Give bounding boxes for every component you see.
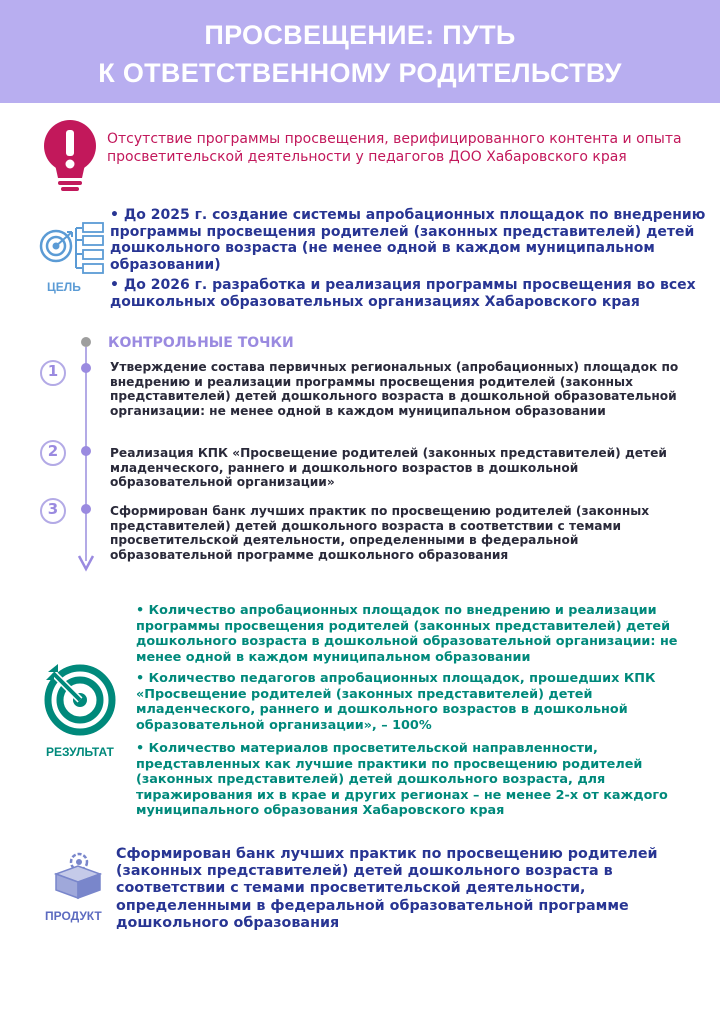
header-banner [0,0,720,103]
product-label: ПРОДУКТ [45,909,102,923]
result-item: • Количество материалов просветительской направленности, представленных как лучшие практики по просвещению родителей (законных представителей) детей дошкольного возраста, для тиражирования их в крае и других регионах – не менее 2-х от каждого муниципального образования Хабаровского края [136,741,668,818]
goal-item: • До 2025 г. создание системы апробационных площадок по внедрению программы просвещения родителей (законных представителей) детей дошкольного возраста (не менее одной в каждом муниципальном образовании) [110,207,706,273]
target-arrow-icon [44,660,120,736]
result-label: РЕЗУЛЬТАТ [46,745,114,759]
page-title-line-2: К ОТВЕТСТВЕННОМУ РОДИТЕЛЬСТВУ [98,58,622,88]
exclamation-bulb-icon [40,118,100,194]
product-text: Сформирован банк лучших практик по просвещению родителей (законных представителей) детей дошкольного возраста в соответствии с темами просветительской деятельности, определенными в федеральной образовательной программе дошкольного образования [116,846,658,931]
page-title-line-1: ПРОСВЕЩЕНИЕ: ПУТЬ [204,20,516,50]
checkpoint-text: Сформирован банк лучших практик по просвещению родителей (законных представителей) детей дошкольного возраста в соответствии с темами просветительской деятельности, определенными в федеральной образовательной программе дошкольного образования [110,504,650,562]
target-flowchart-icon [38,220,106,276]
checkpoint-text: Реализация КПК «Просвещение родителей (законных представителей) детей младенческого, раннего и дошкольного возрастов в дошкольной образовательной организации» [110,446,667,489]
checkpoints-title: КОНТРОЛЬНЫЕ ТОЧКИ [108,335,294,351]
result-item: • Количество педагогов апробационных площадок, прошедших КПК «Просвещение родителей (законных представителей) детей младенческого, раннего и дошкольного возрастов в дошкольной образовательной организации», – 100% [136,671,656,733]
gear-box-icon [52,850,104,900]
checkpoint-number: 3 [47,500,59,518]
checkpoint-number: 1 [47,362,59,380]
problem-statement: Отсутствие программы просвещения, верифицированного контента и опыта просветительской деятельности у педагогов ДОО Хабаровского края [107,131,682,165]
checkpoint-number: 2 [47,442,59,460]
goal-label: ЦЕЛЬ [47,280,81,294]
goal-item: • До 2026 г. разработка и реализация программы просвещения во всех дошкольных образовательных организациях Хабаровского края [110,277,696,310]
checkpoint-text: Утверждение состава первичных региональных (апробационных) площадок по внедрению и реализации программы просвещения родителей (законных представителей) детей дошкольного возраста в дошкольной образовательной организации: не менее одной в каждом муниципальном образовании [110,360,679,418]
result-item: • Количество апробационных площадок по внедрению и реализации программы просвещения родителей (законных представителей) детей дошкольного возраста в дошкольной образовательной организации: не менее одной в каждом муниципальном образовании [136,603,678,665]
